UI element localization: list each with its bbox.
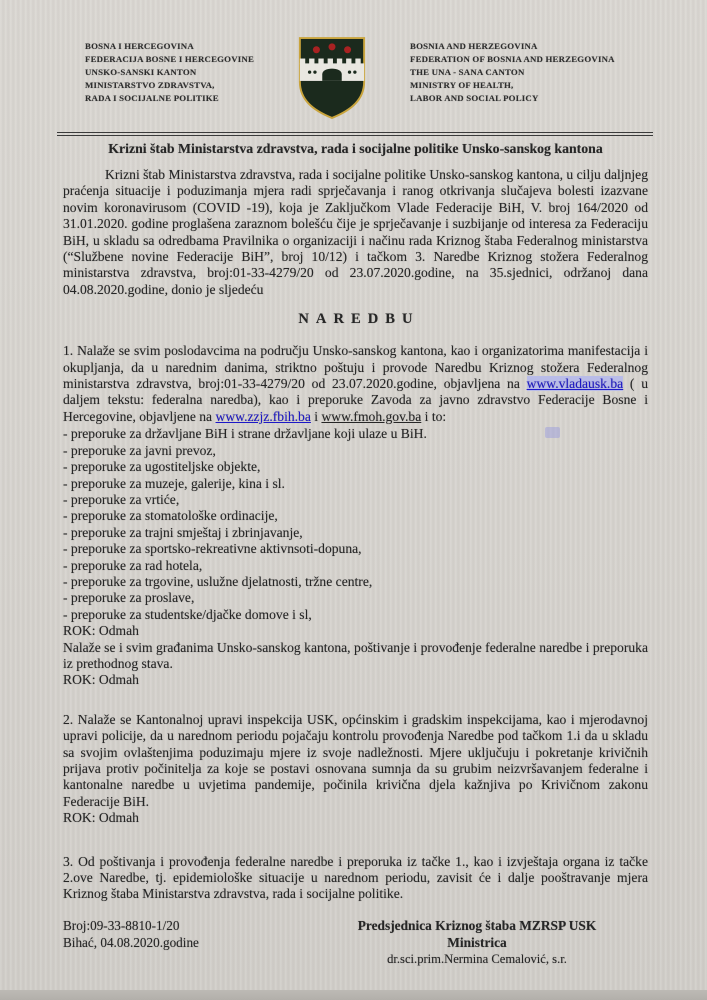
item-1-text-sep: i [310,408,322,424]
list-item: - preporuke za rad hotela, [63,557,203,573]
list-item: - preporuke za stomatološke ordinacije, [63,508,278,524]
place-and-date: Bihać, 04.08.2020.godine [63,934,199,950]
recommendations-list [63,426,648,623]
vladausk-link[interactable]: www.vladausk.ba [526,376,624,392]
document-footer [63,917,648,968]
citizens-paragraph: Nalaže se i svim građanima Unsko-sanskog kantona, poštivanje i provođenje federalne naredbe i preporuka iz prethodnog stava. [63,639,648,671]
item-2-paragraph: 2. Nalaže se Kantonalnoj upravi inspekcija USK, općinskim i gradskim inspekcijama, kao i mjerodavnoj upravi policije, da u narednom periodu pojačaju kontrolu provođenja Naredbe pod tačkom 1.i da u skladu sa svojim ovlaštenjima poduzimaju mjere iz svoje nadležnosti. Mjere uključuju i pokretanje krivičnih prijava protiv počinitelja za koje se postavi osnovana sumnja da su grubim neizvršavanjem federalne i kantonalne naredbe u uvjetima pandemije, počinila krivična djela kažnjiva po Krivičnom zakonu Federacije BiH. [63,711,648,809]
header-line: RADA I SOCIJALNE POLITIKE [85,93,219,103]
list-item: - preporuke za državljane BiH i strane državljane koji ulaze u BiH. [63,426,427,442]
item-3-paragraph: 3. Od poštivanja i provođenja federalne naredbe i preporuka iz tačke 1., kao i izvještaja organa iz tačke 2.ove Naredbe, tj. epidemiološke situacije u narednom periodu, zavisit će i dalje pooštravanje mjera Kriznog štaba Ministarstva zdravstva, rada i socijalne politike. [63,853,648,902]
document-number: Broj:09-33-8810-1/20 [63,917,180,933]
signature-title: Predsjednica Kriznog štaba MZRSP USK [357,917,597,933]
header-line: LABOR AND SOCIAL POLICY [410,93,539,103]
intro-paragraph: Krizni štab Ministarstva zdravstva, rada i socijalne politike Unsko-sanskog kantona, u cilju daljnjeg praćenja situacije i poduzimanja mjera radi sprječavanja i ranog otkrivanja slučajeva bolesti izazvane novim koronavirusom (COVID -19), koja je Zaključkom Vlade Federacije BiH, V. broj 164/2020 od 31.01.2020. godine proglašena zaraznom bolešću čije je sprječavanje i suzbijanje od interesa za Federaciju BiH, u skladu sa odredbama Pravilnika o organizaciji i načinu rada Kriznog štaba Federalnog ministarstva (“Službene novine Federacije BiH”, broj 10/12) i tačkom 3. Naredbe Kriznog stožera Federalnog ministarstva zdravstva, broj:01-33-4279/20 od 23.07.2020.godine, na 35.sjednici, održanoj dana 04.08.2020.godine, donio je sljedeću [63,167,648,297]
header-institution-english [410,40,615,105]
item-1-text-mid: ( u daljem tekstu: federalna naredba), kao i preporuke Zavoda za javno zdravstvo Federacije Bosne i Hercegovine, objavljene na [63,376,648,424]
header-line: THE UNA - SANA CANTON [410,67,525,77]
header-double-rule [57,132,653,136]
list-item: - preporuke za javni prevoz, [63,442,216,458]
header-line: MINISTRY OF HEALTH, [410,80,514,90]
header-institution-bosnian [85,40,254,105]
header-line: MINISTARSTVO ZDRAVSTVA, [85,80,215,90]
list-item: - preporuke za proslave, [63,590,195,606]
list-item: - preporuke za muzeje, galerije, kina i sl. [63,475,285,491]
list-item: - preporuke za vrtiće, [63,491,180,507]
list-item: - preporuke za trajni smještaj i zbrinjavanje, [63,524,303,540]
signature-block [312,917,642,968]
una-sana-coat-of-arms-icon [295,34,369,127]
header-line: FEDERACIJA BOSNE I HERCEGOVINE [85,54,255,64]
scan-bottom-edge [0,990,707,1000]
footer-reference-block [63,917,199,951]
header-line: FEDERATION OF BOSNIA AND HERZEGOVINA [410,54,615,64]
fmoh-link[interactable]: www.fmoh.gov.ba [321,408,422,424]
item-1-text-post: i to: [421,408,447,424]
scan-artifact [545,427,560,438]
list-item: - preporuke za ugostiteljske objekte, [63,459,261,475]
deadline-line: ROK: Odmah [63,672,139,688]
list-item: - preporuke za studentske/djačke domove i sl, [63,606,312,622]
signature-name: dr.sci.prim.Nermina Cemalović, s.r. [387,951,567,966]
zzjz-fbih-link[interactable]: www.zzjz.fbih.ba [215,408,311,424]
header-line: BOSNA I HERCEGOVINA [85,41,194,51]
header-line: UNSKO-SANSKI KANTON [85,67,197,77]
item-1-paragraph [63,343,648,425]
header-line: BOSNIA AND HERZEGOVINA [410,41,538,51]
document-title: Krizni štab Ministarstva zdravstva, rada i socijalne politike Unsko-sanskog kantona [108,141,603,156]
order-heading: NAREDBU [298,311,420,328]
deadline-line: ROK: Odmah [63,810,139,826]
signature-role: Ministrica [447,934,507,950]
deadline-line: ROK: Odmah [63,623,139,639]
list-item: - preporuke za trgovine, uslužne djelatnosti, tržne centre, [63,573,373,589]
document-header [63,38,648,128]
list-item: - preporuke za sportsko-rekreativne aktivnsoti-dopuna, [63,541,362,557]
item-1-text-pre: 1. Nalaže se svim poslodavcima na području Unsko-sanskog kantona, kao i organizatorima manifestacija i okupljanja, da u narednim danima, striktno poštuju i provode Naredbu Kriznog stožera Federalnog ministarstva zdravstva, broj:01-33-4279/20 od 23.07.2020.godine, objavljena na [63,343,648,392]
